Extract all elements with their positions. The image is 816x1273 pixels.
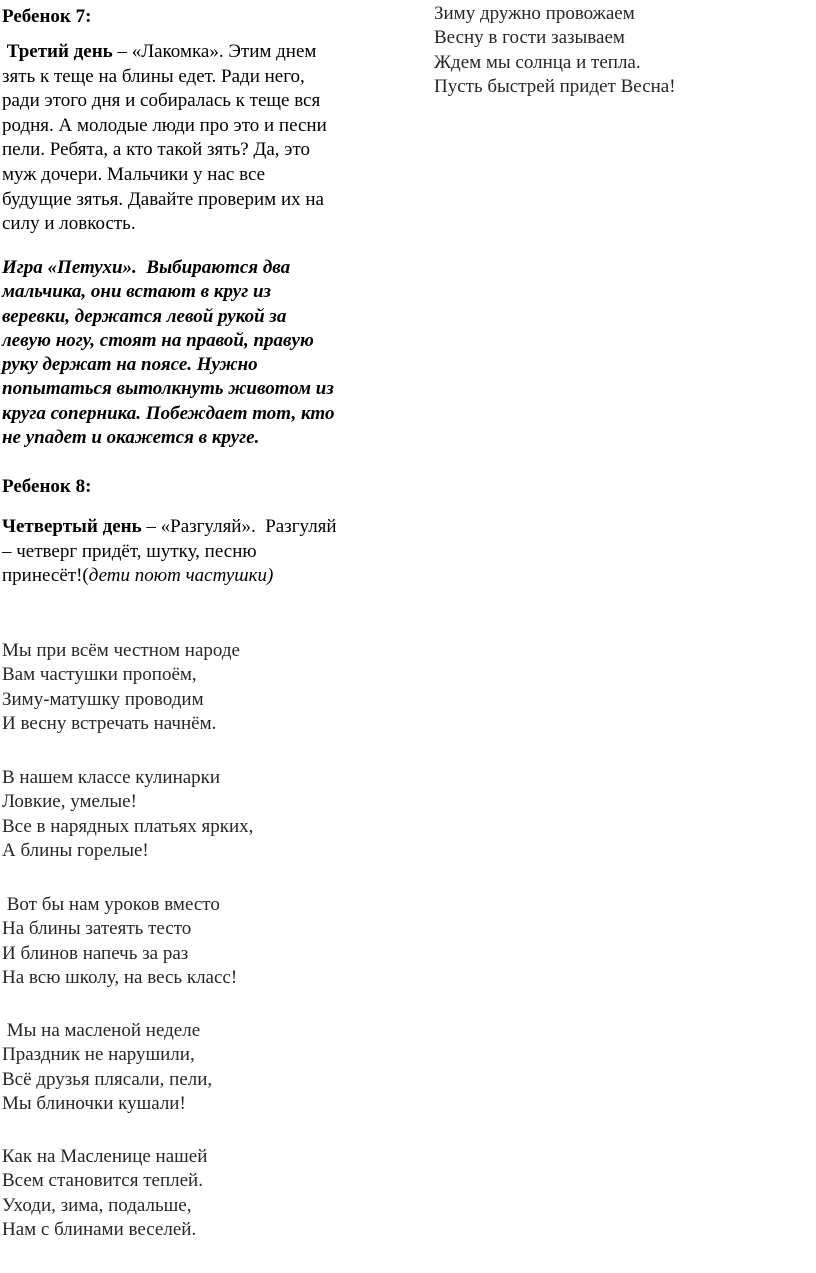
game-line: Игра «Петухи». Выбираются два	[2, 257, 291, 278]
verse-line: Пусть быстрей придет Весна!	[434, 75, 676, 97]
verse-line: А блины горелые!	[2, 839, 149, 861]
verse-line: Мы при всём честном народе	[2, 640, 240, 661]
verse-line: Уходи, зима, подальше,	[2, 1194, 192, 1216]
farewell-verse	[434, 2, 804, 99]
day-3-line: ради этого дня и собиралась к теще вся	[2, 90, 321, 112]
verse-line: Ловкие, умелые!	[2, 791, 137, 813]
verse-line: Как на Масленице нашей	[2, 1146, 208, 1167]
verse-line: Все в нарядных платьях ярких,	[2, 815, 254, 837]
verse-line: Всё друзья плясали, пели,	[2, 1068, 213, 1090]
verse-line: Нам с блинами веселей.	[2, 1218, 197, 1240]
game-line: левую ногу, стоят на правой, правую	[2, 329, 314, 351]
day-3-title: Третий день	[6, 41, 113, 62]
verse-line: Ждем мы солнца и тепла.	[434, 51, 641, 73]
verse-line: На блины затеять тесто	[2, 918, 192, 940]
verse-line: В нашем классе кулинарки	[2, 767, 221, 788]
verse-line: Праздник не нарушили,	[2, 1044, 195, 1066]
verse-line: Мы блиночки кушали!	[2, 1092, 186, 1114]
verse-line: Мы на масленой неделе	[2, 1020, 201, 1041]
chastushka-verse-2	[2, 766, 397, 863]
verse-line: На всю школу, на весь класс!	[2, 966, 238, 988]
day-4-line	[2, 564, 397, 589]
verse-line: И блинов напечь за раз	[2, 942, 189, 964]
day-3-line: пели. Ребята, а кто такой зять? Да, это	[2, 139, 311, 161]
day-4-line	[2, 515, 397, 540]
child-7-label: Ребенок 7:	[2, 6, 92, 27]
day-3-line: будущие зятья. Давайте проверим их на	[2, 188, 324, 210]
verse-line: Зиму дружно провожаем	[434, 3, 635, 24]
chastushka-verse-5	[2, 1145, 397, 1242]
game-petukhi-instructions	[2, 256, 397, 450]
verse-line: И весну встречать начнём.	[2, 712, 217, 734]
game-line: руку держат на поясе. Нужно	[2, 354, 258, 376]
chastushka-verse-1	[2, 639, 397, 736]
game-line: круга соперника. Побеждает тот, кто	[2, 402, 335, 424]
verse-line: Вот бы нам уроков вместо	[2, 894, 220, 915]
child-8-label: Ребенок 8:	[2, 476, 92, 497]
day-3-text: – «Лакомка». Этим днем	[112, 41, 317, 62]
day-3-line: силу и ловкость.	[2, 213, 136, 235]
day-4-paragraph	[2, 515, 397, 589]
chastushka-verse-3	[2, 893, 397, 990]
game-line: не упадет и окажется в круге.	[2, 427, 260, 449]
stage-direction: дети поют частушки)	[88, 565, 274, 587]
verse-line: Вам частушки пропоём,	[2, 664, 197, 686]
day-4-text: принесёт!(	[2, 565, 89, 587]
day-3-line	[2, 40, 397, 65]
verse-line: Весну в гости зазываем	[434, 27, 625, 49]
day-3-line: муж дочери. Мальчики у нас все	[2, 163, 266, 185]
day-3-line: родня. А молодые люди про это и песни	[2, 114, 327, 136]
game-line: веревки, держатся левой рукой за	[2, 305, 287, 327]
chastushka-verse-4	[2, 1019, 397, 1116]
day-3-paragraph	[2, 40, 397, 237]
game-line: мальчика, они встают в круг из	[2, 281, 271, 303]
day-4-line: – четверг придёт, шутку, песню	[2, 540, 257, 562]
day-3-line: зять к теще на блины едет. Ради него,	[2, 65, 305, 87]
day-4-text: – «Разгуляй». Разгуляй	[141, 516, 337, 537]
verse-line: Всем становится теплей.	[2, 1170, 203, 1192]
verse-line: Зиму-матушку проводим	[2, 688, 204, 710]
game-line: попытаться вытолкнуть животом из	[2, 378, 334, 400]
day-4-title: Четвертый день	[2, 516, 142, 537]
